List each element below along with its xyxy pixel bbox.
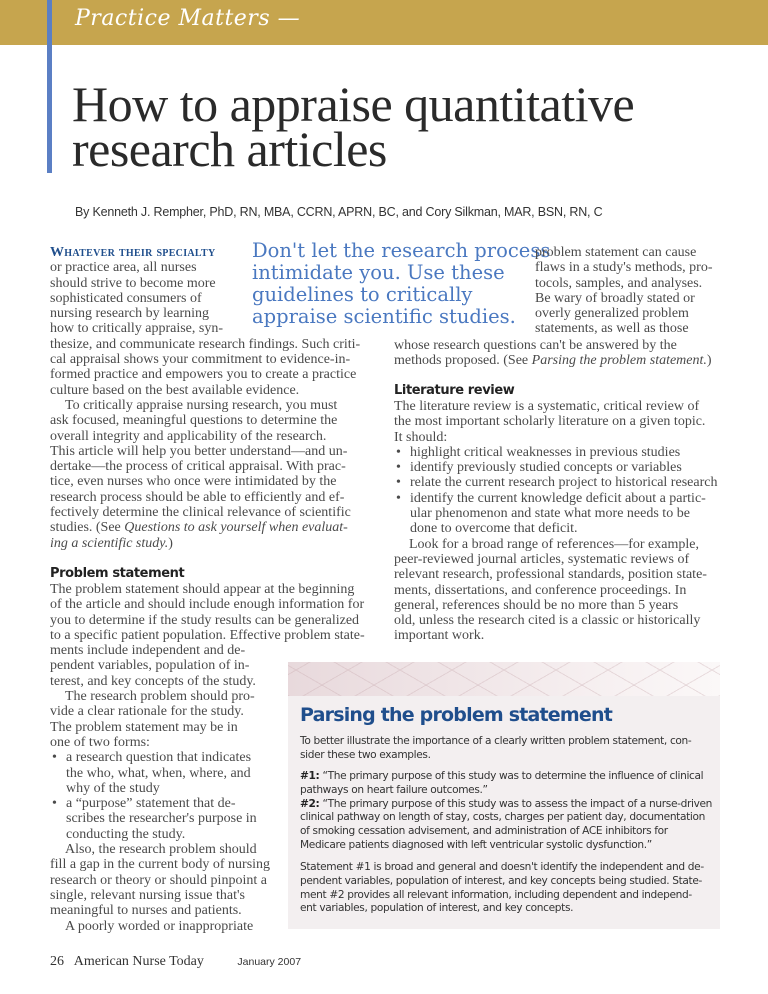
sidebar-line: Statement #1 is broad and general and doesn't identify the independent and de- bbox=[300, 861, 704, 873]
text-line bbox=[394, 521, 717, 536]
text-segment: The research problem should pro- bbox=[65, 689, 255, 705]
issue-date: January 2007 bbox=[237, 956, 302, 968]
text-line: This article will help you better understand—and un- bbox=[50, 443, 348, 459]
publication-name: American Nurse Today bbox=[73, 954, 204, 969]
accent-bar bbox=[47, 0, 52, 173]
text-segment: Look for a broad range of references—for example, bbox=[409, 536, 699, 552]
text-line: general, references should be no more than 5 years bbox=[394, 597, 679, 613]
text-segment: a research question that indicates bbox=[66, 750, 252, 766]
continuation-text-wide bbox=[394, 338, 712, 369]
section-banner bbox=[0, 0, 768, 45]
text-line: of the article and should include enough information for bbox=[50, 597, 365, 613]
text-line: to a specific patient population. Effective problem state- bbox=[50, 627, 365, 643]
text-segment: relate the current research project to historical research bbox=[410, 475, 718, 491]
article-title bbox=[72, 76, 635, 177]
page-footer bbox=[50, 954, 301, 970]
pull-quote-line: intimidate you. Use these bbox=[252, 261, 505, 284]
article-title-line: research articles bbox=[72, 121, 387, 177]
continuation-text-narrow bbox=[535, 245, 713, 337]
text-line bbox=[394, 460, 717, 475]
sidebar-intro bbox=[300, 735, 691, 763]
text-line: sophisticated consumers of bbox=[50, 290, 202, 306]
sidebar-title: Parsing the problem statement bbox=[300, 704, 612, 726]
text-line: the most important scholarly literature on a given topic. bbox=[394, 414, 706, 430]
sidebar-line: ment #2 provides all relevant information, including dependent and independ- bbox=[300, 888, 692, 901]
text-line: ask focused, meaningful questions to determine the bbox=[50, 413, 338, 429]
sidebar-box bbox=[288, 662, 720, 929]
text-line: relevant research, professional standards, position state- bbox=[394, 567, 707, 583]
text-line: The literature review is a systematic, critical review of bbox=[394, 399, 700, 414]
continuation-lines bbox=[394, 338, 712, 369]
literature-review-text bbox=[394, 399, 717, 644]
text-segment: a “purpose” statement that de- bbox=[66, 796, 236, 812]
example-label: #2: bbox=[300, 797, 320, 810]
text-line: The problem statement should appear at the beginning bbox=[50, 582, 355, 597]
text-line: research or theory or should pinpoint a bbox=[50, 872, 267, 888]
text-line: Be wary of broadly stated or bbox=[535, 290, 695, 306]
text-line: single, relevant nursing issue that's bbox=[50, 887, 245, 903]
text-line: tocols, samples, and analyses. bbox=[535, 275, 703, 291]
text-line: thesize, and communicate research findings. Such criti- bbox=[50, 336, 361, 352]
text-line bbox=[394, 445, 717, 460]
pull-quote-line: appraise scientific studies. bbox=[252, 305, 516, 328]
text-line bbox=[394, 506, 717, 521]
text-line: vide a clear rationale for the study. bbox=[50, 704, 244, 720]
literature-review-lines bbox=[394, 399, 717, 644]
bullet-icon: • bbox=[52, 750, 57, 766]
text-line: overall integrity and applicability of the research. bbox=[50, 428, 327, 444]
text-line: The problem statement may be in bbox=[50, 719, 238, 735]
text-segment: methods proposed. (See bbox=[394, 353, 532, 369]
text-segment: why of the study bbox=[66, 780, 160, 796]
text-segment: highlight critical weaknesses in previous studies bbox=[410, 444, 681, 460]
text-line: terest, and key concepts of the study. bbox=[50, 673, 256, 689]
sidebar-conclusion bbox=[300, 861, 704, 916]
bullet-icon: • bbox=[396, 475, 401, 491]
sidebar-line: of smoking cessation advisement, and administration of ACE inhibitors for bbox=[300, 825, 668, 838]
section-title: Practice Matters — bbox=[75, 6, 301, 31]
bullet-icon: • bbox=[396, 490, 401, 506]
text-line bbox=[50, 398, 360, 413]
text-line: fill a gap in the current body of nursing bbox=[50, 857, 271, 873]
text-line: whose research questions can't be answered by the bbox=[394, 338, 677, 353]
text-line bbox=[394, 475, 717, 490]
text-segment: To critically appraise nursing research, you must bbox=[65, 397, 338, 413]
text-line bbox=[394, 491, 717, 506]
continuation-lines bbox=[535, 245, 713, 337]
italic-reference: Questions to ask yourself when evaluat- bbox=[124, 520, 348, 536]
text-line: research process should be able to efficiently and ef- bbox=[50, 489, 345, 505]
text-line: meaningful to nurses and patients. bbox=[50, 903, 242, 919]
sidebar-examples bbox=[300, 770, 712, 853]
text-line: peer-reviewed journal articles, systematic reviews of bbox=[394, 551, 690, 567]
problem-statement-heading: Problem statement bbox=[50, 566, 185, 581]
byline: By Kenneth J. Rempher, PhD, RN, MBA, CCRN, APRN, BC, and Cory Silkman, MAR, BSN, RN, C bbox=[75, 205, 603, 219]
sidebar-line: ent variables, population of interest, and key concepts. bbox=[300, 902, 574, 915]
text-segment: identify the current knowledge deficit about a partic- bbox=[410, 490, 706, 506]
text-line: It should: bbox=[394, 429, 448, 445]
decorative-grid-stripe bbox=[288, 662, 720, 696]
bullet-icon: • bbox=[396, 444, 401, 460]
text-segment: studies. (See bbox=[50, 520, 125, 536]
sidebar-line: Medicare patients diagnosed with left ventricular systolic dysfunction.” bbox=[300, 838, 652, 851]
sidebar-line: “The primary purpose of this study was to assess the impact of a nurse-driven bbox=[322, 797, 713, 810]
text-line: flaws in a study's methods, pro- bbox=[535, 260, 713, 276]
text-segment: scribes the researcher's purpose in bbox=[66, 811, 257, 827]
text-line bbox=[50, 520, 360, 535]
text-line: tice, even nurses who once were intimidated by the bbox=[50, 474, 337, 490]
text-segment: ) bbox=[168, 535, 173, 551]
text-line: cal appraisal shows your commitment to evidence-in- bbox=[50, 352, 351, 368]
text-line: pendent variables, population of in- bbox=[50, 658, 250, 674]
article-title-line: How to appraise quantitative bbox=[72, 76, 635, 132]
text-line: important work. bbox=[394, 628, 485, 644]
text-line bbox=[50, 536, 360, 551]
lead-in: Whatever their specialty bbox=[50, 245, 216, 260]
text-line: formed practice and empowers you to create a practice bbox=[50, 367, 357, 383]
text-line bbox=[394, 537, 717, 552]
text-segment: conducting the study. bbox=[66, 826, 186, 842]
example-label: #1: bbox=[300, 770, 320, 782]
italic-reference: Parsing the problem statement. bbox=[531, 353, 707, 369]
text-segment: ular phenomenon and state what more needs to be bbox=[410, 506, 690, 522]
text-line: how to critically appraise, syn- bbox=[50, 321, 224, 337]
text-line: culture based on the best available evidence. bbox=[50, 382, 300, 398]
sidebar-line: sider these two examples. bbox=[300, 748, 431, 761]
pull-quote-line: Don't let the research process bbox=[252, 239, 551, 262]
text-line: dertake—the process of critical appraisal. With prac- bbox=[50, 459, 346, 475]
page-number: 26 bbox=[50, 954, 64, 969]
example-2 bbox=[300, 798, 712, 812]
text-segment: identify previously studied concepts or variables bbox=[410, 460, 682, 476]
text-segment: done to overcome that deficit. bbox=[410, 521, 578, 537]
text-segment: Also, the research problem should bbox=[65, 842, 257, 858]
text-line: problem statement can cause bbox=[535, 245, 697, 260]
sidebar-line: pendent variables, population of interest, and key concepts being studied. State- bbox=[300, 874, 702, 887]
bullet-icon: • bbox=[396, 460, 401, 476]
text-line: or practice area, all nurses bbox=[50, 260, 197, 276]
text-line: overly generalized problem bbox=[535, 306, 689, 322]
text-line bbox=[394, 353, 712, 368]
italic-reference: ing a scientific study. bbox=[50, 535, 169, 551]
text-line: fectively determine the clinical relevance of scientific bbox=[50, 505, 351, 521]
text-line: should strive to become more bbox=[50, 275, 216, 291]
sidebar-line: To better illustrate the importance of a clearly written problem statement, con- bbox=[300, 735, 692, 747]
literature-review-heading: Literature review bbox=[394, 383, 515, 398]
example-1 bbox=[300, 770, 712, 784]
sidebar-line: “The primary purpose of this study was to determine the influence of clinical bbox=[322, 770, 704, 782]
text-segment: the who, what, when, where, and bbox=[66, 765, 251, 781]
sidebar-line: pathways on heart failure outcomes.” bbox=[300, 783, 488, 796]
text-line: ments, dissertations, and conference proceedings. In bbox=[394, 582, 687, 598]
sidebar-line: clinical pathway on length of stay, costs, charges per patient day, documentation bbox=[300, 811, 706, 824]
text-line: you to determine if the study results can be generalized bbox=[50, 612, 360, 628]
text-line: nursing research by learning bbox=[50, 306, 209, 322]
pull-quote bbox=[252, 240, 550, 328]
text-segment: A poorly worded or inappropriate bbox=[65, 918, 254, 934]
text-line: one of two forms: bbox=[50, 734, 150, 750]
text-line: statements, as well as those bbox=[535, 321, 689, 337]
text-line: old, unless the research cited is a classic or historically bbox=[394, 613, 701, 629]
pull-quote-line: guidelines to critically bbox=[252, 283, 473, 306]
text-line: ments include independent and de- bbox=[50, 643, 246, 659]
text-segment: ) bbox=[706, 353, 712, 369]
bullet-icon: • bbox=[52, 796, 57, 812]
